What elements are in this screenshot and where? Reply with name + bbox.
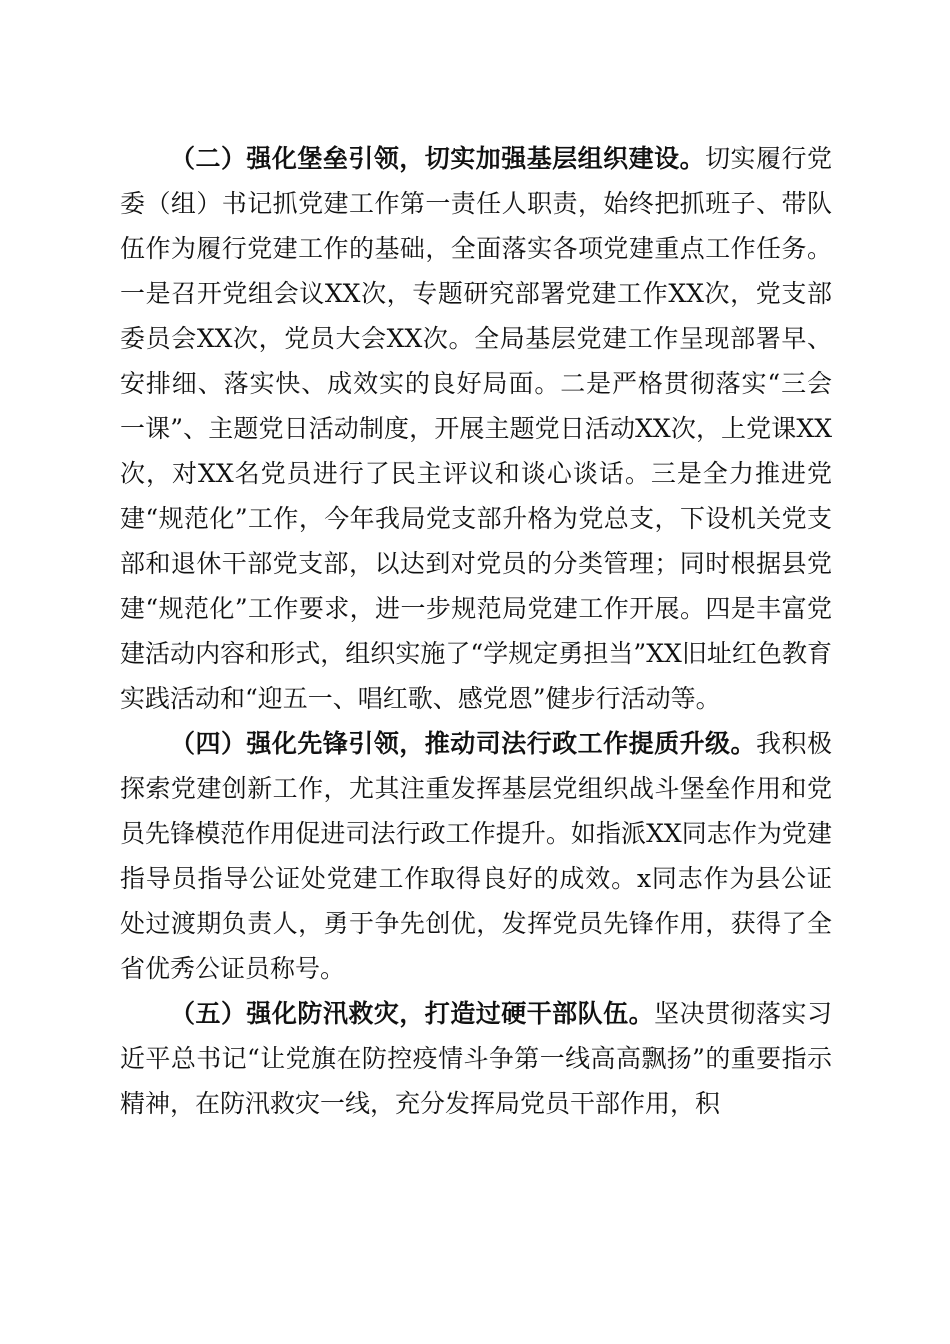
paragraph-heading: （二）强化堡垒引领，切实加强基层组织建设。 [170,144,706,173]
document-body [120,136,832,1126]
paragraph-text: 坚决贯彻落实习近平总书记“让党旗在防控疫情斗争第一线高高飘扬”的重要指示精神，在防汛救灾一线，充分发挥局党员干部作用，积 [120,999,832,1118]
paragraph-text: 切实履行党委（组）书记抓党建工作第一责任人职责，始终把抓班子、带队伍作为履行党建工作的基础，全面落实各项党建重点工作任务。一是召开党组会议XX次，专题研究部署党建工作XX次，党支部委员会XX次，党员大会XX次。全局基层党建工作呈现部署早、安排细、落实快、成效实的良好局面。二是严格贯彻落实“三会一课”、主题党日活动制度，开展主题党日活动XX次，上党课XX次，对XX名党员进行了民主评议和谈心谈话。三是全力推进党建“规范化”工作，今年我局党支部升格为党总支，下设机关党支部和退休干部党支部，以达到对党员的分类管理；同时根据县党建“规范化”工作要求，进一步规范局党建工作开展。四是丰富党建活动内容和形式，组织实施了“学规定勇担当”XX旧址红色教育实践活动和“迎五一、唱红歌、感党恩”健步行活动等。 [120,144,832,713]
paragraph-4 [120,721,832,991]
paragraph-heading: （四）强化先锋引领，推动司法行政工作提质升级。 [170,729,757,758]
paragraph-heading: （五）强化防汛救灾，打造过硬干部队伍。 [170,999,655,1028]
paragraph-text: 我积极探索党建创新工作，尤其注重发挥基层党组织战斗堡垒作用和党员先锋模范作用促进司法行政工作提升。如指派XX同志作为党建指导员指导公证处党建工作取得良好的成效。x同志作为县公证处过渡期负责人，勇于争先创优，发挥党员先锋作用，获得了全省优秀公证员称号。 [120,729,832,983]
paragraph-5 [120,991,832,1126]
paragraph-2 [120,136,832,721]
